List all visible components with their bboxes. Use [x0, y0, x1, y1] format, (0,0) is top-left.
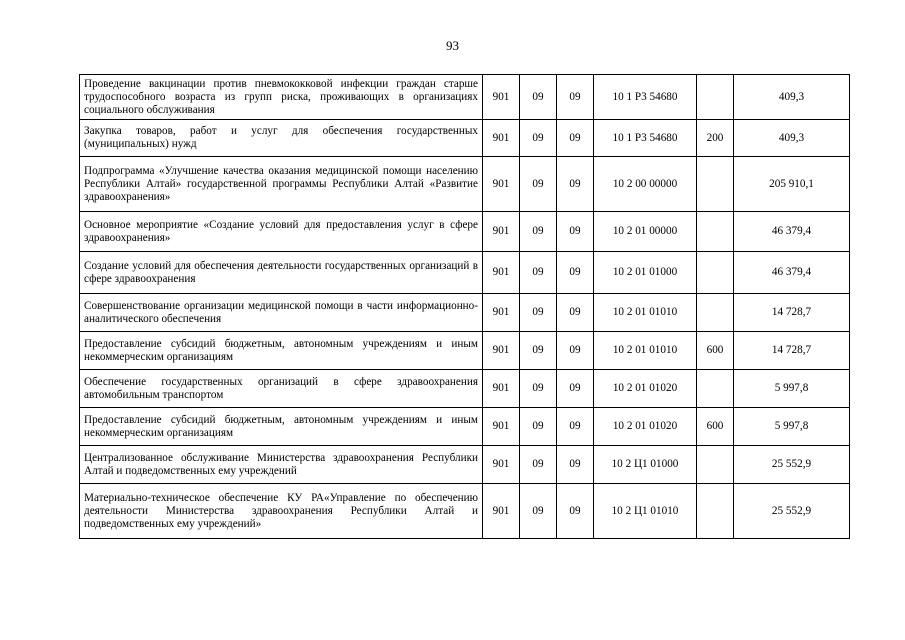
row-subsection: 09 — [557, 212, 594, 252]
row-name: Материально-техническое обеспечение КУ РА«Управление по обеспечению деятельности Министерства здравоохранения Республики Алтай и подведомственных ему учреждений» — [80, 484, 483, 539]
row-sum: 46 379,4 — [734, 252, 850, 294]
row-section: 09 — [520, 252, 557, 294]
row-section: 09 — [520, 294, 557, 332]
row-name: Закупка товаров, работ и услуг для обеспечения государственных (муниципальных) нужд — [80, 120, 483, 157]
row-section: 09 — [520, 120, 557, 157]
row-sum: 14 728,7 — [734, 294, 850, 332]
row-expense-type: 600 — [697, 332, 734, 370]
table-row — [80, 332, 850, 370]
table-row — [80, 212, 850, 252]
row-sum: 25 552,9 — [734, 446, 850, 484]
row-subsection: 09 — [557, 484, 594, 539]
row-grbs: 901 — [483, 408, 520, 446]
row-expense-type — [697, 212, 734, 252]
row-grbs: 901 — [483, 120, 520, 157]
row-section: 09 — [520, 446, 557, 484]
row-target-article: 10 2 01 00000 — [594, 212, 697, 252]
row-expense-type — [697, 294, 734, 332]
row-sum: 46 379,4 — [734, 212, 850, 252]
row-name: Предоставление субсидий бюджетным, автономным учреждениям и иным некоммерческим организациям — [80, 408, 483, 446]
row-sum: 409,3 — [734, 120, 850, 157]
row-grbs: 901 — [483, 157, 520, 212]
row-subsection: 09 — [557, 157, 594, 212]
row-target-article: 10 2 Ц1 01010 — [594, 484, 697, 539]
row-grbs: 901 — [483, 294, 520, 332]
row-target-article: 10 2 01 01010 — [594, 332, 697, 370]
row-section: 09 — [520, 212, 557, 252]
table-row — [80, 484, 850, 539]
table-row — [80, 75, 850, 120]
row-subsection: 09 — [557, 408, 594, 446]
row-name: Основное мероприятие «Создание условий для предоставления услуг в сфере здравоохранения» — [80, 212, 483, 252]
table-row — [80, 294, 850, 332]
row-subsection: 09 — [557, 446, 594, 484]
row-expense-type — [697, 157, 734, 212]
row-grbs: 901 — [483, 252, 520, 294]
row-sum: 5 997,8 — [734, 370, 850, 408]
row-expense-type: 600 — [697, 408, 734, 446]
row-grbs: 901 — [483, 370, 520, 408]
row-target-article: 10 2 01 01010 — [594, 294, 697, 332]
row-section: 09 — [520, 484, 557, 539]
table-row — [80, 252, 850, 294]
row-target-article: 10 2 Ц1 01000 — [594, 446, 697, 484]
page-number: 93 — [446, 38, 459, 53]
row-expense-type — [697, 252, 734, 294]
table-row — [80, 120, 850, 157]
row-subsection: 09 — [557, 370, 594, 408]
table-row — [80, 446, 850, 484]
row-expense-type — [697, 75, 734, 120]
row-name: Проведение вакцинации против пневмококковой инфекции граждан старше трудоспособного возраста из групп риска, проживающих в организациях социального обслуживания — [80, 75, 483, 120]
row-name: Подпрограмма «Улучшение качества оказания медицинской помощи населению Республики Алтай» государственной программы Республики Алтай «Развитие здравоохранения» — [80, 157, 483, 212]
row-name: Создание условий для обеспечения деятельности государственных организаций в сфере здравоохранения — [80, 252, 483, 294]
row-grbs: 901 — [483, 446, 520, 484]
row-expense-type: 200 — [697, 120, 734, 157]
row-name: Централизованное обслуживание Министерства здравоохранения Республики Алтай и подведомственных ему учреждений — [80, 446, 483, 484]
row-name: Обеспечение государственных организаций в сфере здравоохранения автомобильным транспортом — [80, 370, 483, 408]
row-grbs: 901 — [483, 332, 520, 370]
row-section: 09 — [520, 370, 557, 408]
row-expense-type — [697, 370, 734, 408]
row-grbs: 901 — [483, 75, 520, 120]
row-sum: 25 552,9 — [734, 484, 850, 539]
row-section: 09 — [520, 75, 557, 120]
row-subsection: 09 — [557, 252, 594, 294]
row-expense-type — [697, 484, 734, 539]
row-sum: 205 910,1 — [734, 157, 850, 212]
table-row — [80, 370, 850, 408]
row-name: Предоставление субсидий бюджетным, автономным учреждениям и иным некоммерческим организациям — [80, 332, 483, 370]
row-subsection: 09 — [557, 332, 594, 370]
row-target-article: 10 2 01 01020 — [594, 408, 697, 446]
row-sum: 409,3 — [734, 75, 850, 120]
row-grbs: 901 — [483, 212, 520, 252]
row-sum: 5 997,8 — [734, 408, 850, 446]
row-section: 09 — [520, 332, 557, 370]
row-expense-type — [697, 446, 734, 484]
row-subsection: 09 — [557, 75, 594, 120]
row-target-article: 10 2 00 00000 — [594, 157, 697, 212]
row-target-article: 10 1 P3 54680 — [594, 75, 697, 120]
row-subsection: 09 — [557, 120, 594, 157]
table-row — [80, 157, 850, 212]
row-section: 09 — [520, 408, 557, 446]
budget-table — [79, 74, 850, 539]
row-target-article: 10 2 01 01000 — [594, 252, 697, 294]
row-sum: 14 728,7 — [734, 332, 850, 370]
row-target-article: 10 1 P3 54680 — [594, 120, 697, 157]
row-target-article: 10 2 01 01020 — [594, 370, 697, 408]
row-name: Совершенствование организации медицинской помощи в части информационно-аналитического обеспечения — [80, 294, 483, 332]
row-grbs: 901 — [483, 484, 520, 539]
row-section: 09 — [520, 157, 557, 212]
table-row — [80, 408, 850, 446]
row-subsection: 09 — [557, 294, 594, 332]
